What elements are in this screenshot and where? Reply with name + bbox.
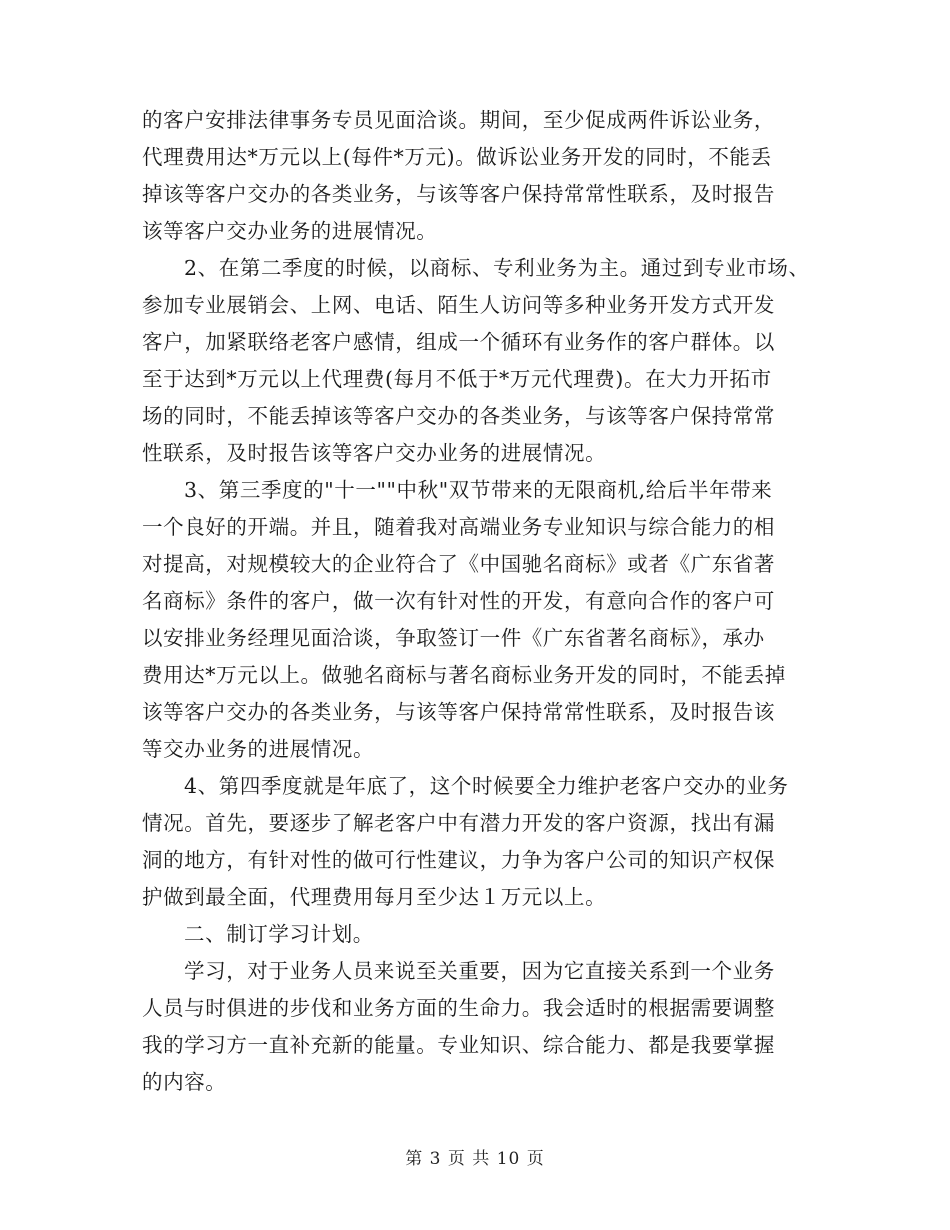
paragraph	[142, 102, 828, 250]
text-line: 情况。首先，要逐步了解老客户中有潜力开发的客户资源，找出有漏	[142, 811, 775, 835]
text-line: 参加专业展销会、上网、电话、陌生人访问等多种业务开发方式开发	[142, 293, 775, 317]
text-line: 一个良好的开端。并且，随着我对高端业务专业知识与综合能力的相	[142, 515, 775, 539]
text-line: 洞的地方，有针对性的做可行性建议，力争为客户公司的知识产权保	[142, 848, 775, 872]
paragraph	[142, 768, 828, 916]
text-line: 我的学习方一直补充新的能量。专业知识、综合能力、都是我要掌握	[142, 1033, 775, 1057]
page-number-footer: 第 3 页 共 10 页	[405, 1149, 545, 1169]
paragraph	[142, 250, 828, 472]
text-line: 该等客户交办业务的进展情况。	[142, 219, 438, 243]
text-line: 2、在第二季度的时候，以商标、专利业务为主。通过到专业市场、	[184, 256, 810, 280]
text-line: 该等客户交办的各类业务，与该等客户保持常常性联系，及时报告该	[142, 700, 775, 724]
text-line: 4、第四季度就是年底了，这个时候要全力维护老客户交办的业务	[184, 774, 789, 798]
text-line: 的内容。	[142, 1070, 227, 1094]
text-line: 对提高，对规模较大的企业符合了《中国驰名商标》或者《广东省著	[142, 552, 775, 576]
text-line: 的客户安排法律事务专员见面洽谈。期间，至少促成两件诉讼业务，	[142, 108, 775, 132]
text-line: 至于达到*万元以上代理费(每月不低于*万元代理费)。在大力开拓市	[142, 367, 772, 391]
text-line: 等交办业务的进展情况。	[142, 737, 375, 761]
paragraph	[142, 953, 828, 1101]
text-line: 费用达*万元以上。做驰名商标与著名商标业务开发的同时，不能丢掉	[142, 663, 786, 687]
text-line: 代理费用达*万元以上(每件*万元)。做诉讼业务开发的同时，不能丢	[142, 145, 772, 169]
text-line: 名商标》条件的客户，做一次有针对性的开发，有意向合作的客户可	[142, 589, 775, 613]
text-line: 场的同时，不能丢掉该等客户交办的各类业务，与该等客户保持常常	[142, 404, 775, 428]
text-line: 3、第三季度的"十一""中秋"双节带来的无限商机,给后半年带来	[184, 478, 773, 502]
text-line: 学习，对于业务人员来说至关重要，因为它直接关系到一个业务	[184, 959, 775, 983]
document-body	[142, 102, 828, 1101]
text-line: 护做到最全面，代理费用每月至少达１万元以上。	[142, 885, 607, 909]
paragraph	[142, 472, 828, 768]
text-line: 性联系，及时报告该等客户交办业务的进展情况。	[142, 441, 607, 465]
text-line: 掉该等客户交办的各类业务，与该等客户保持常常性联系，及时报告	[142, 182, 775, 206]
section-heading	[142, 916, 828, 953]
text-line: 二、制订学习计划。	[184, 922, 374, 946]
text-line: 以安排业务经理见面洽谈，争取签订一件《广东省著名商标》，承办	[142, 626, 765, 650]
text-line: 客户，加紧联络老客户感情，组成一个循环有业务作的客户群体。以	[142, 330, 775, 354]
text-line: 人员与时俱进的步伐和业务方面的生命力。我会适时的根据需要调整	[142, 996, 775, 1020]
